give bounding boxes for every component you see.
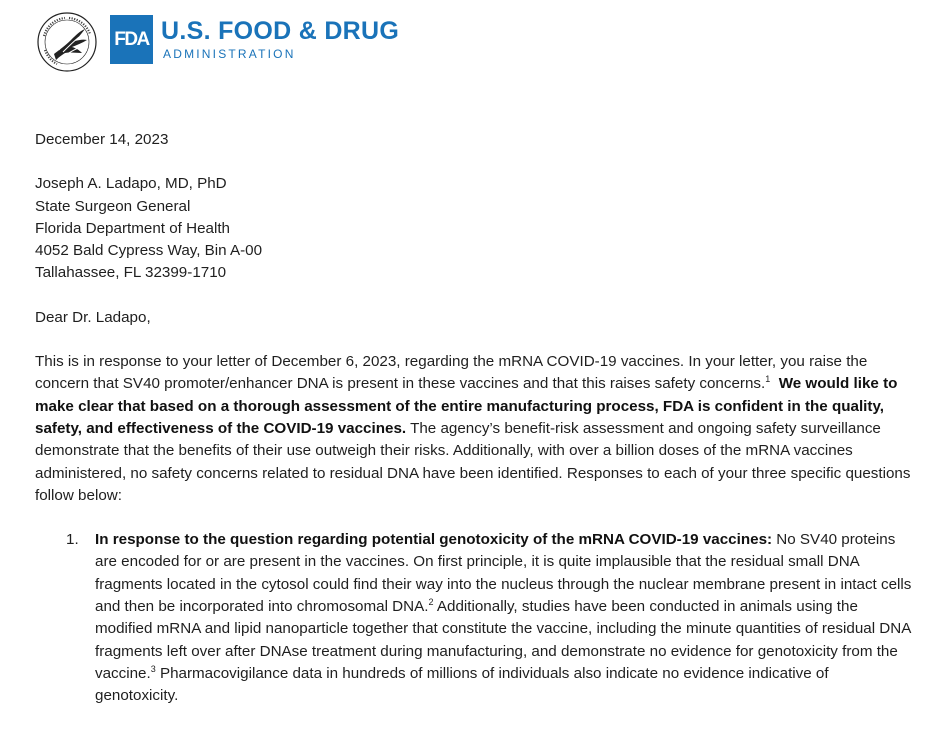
list-item-text-2: Additionally, studies have been conducted in animals using the modified mRNA and lipid nanoparticle together that constitute the vaccine, including the minute quantities of residual DNA fragments left over after DNAse treatment during manufacturing, and demonstrate no evidence for genotoxicity from the vaccine. <box>95 598 911 682</box>
recipient-address <box>35 173 915 284</box>
intro-bold-statement: We would like to make clear that based on a thorough assessment of the entire manufacturing process, FDA is confident in the quality, safety, and effectiveness of the COVID-19 vaccines. <box>35 375 898 437</box>
list-item-number: 1. <box>66 531 79 549</box>
letter-date: December 14, 2023 <box>35 131 169 148</box>
list-item <box>35 529 915 707</box>
salutation: Dear Dr. Ladapo, <box>35 308 151 326</box>
letterhead <box>35 10 455 74</box>
list-item-text-1: No SV40 proteins are encoded for or are present in the vaccines. On first principle, it is quite implausible that the residual small DNA fragments located in the cytosol could find their way into the nucleus through the nuclear membrane present in intact cells and then be incorporated into chromosomal DNA. <box>95 531 912 616</box>
agency-name: U.S. FOOD & DRUG <box>161 17 400 45</box>
recipient-city: Tallahassee, FL 32399-1710 <box>35 264 227 282</box>
intro-text-2: The agency’s benefit-risk assessment and ongoing safety surveillance demonstrate that the benefits of their use outweigh their risks. Additionally, with over a billion doses of the mRNA vaccines administered, no safety concerns related to residual DNA have been identified. Responses to each of your three specific questions follow below: <box>35 419 911 504</box>
response-list <box>35 529 915 707</box>
agency-subtitle: ADMINISTRATION <box>163 47 296 61</box>
letter-body <box>35 129 915 708</box>
recipient-street: 4052 Bald Cypress Way, Bin A-00 <box>35 242 263 260</box>
list-item-heading: In response to the question regarding potential genotoxicity of the mRNA COVID-19 vaccines: <box>95 531 773 549</box>
fda-logo-box: FDA <box>110 15 153 64</box>
recipient-organization: Florida Department of Health <box>35 219 230 237</box>
footnote-ref-3: 3 <box>150 663 156 674</box>
footnote-ref-1: 1 <box>765 374 771 385</box>
list-item-text-3: Pharmacovigilance data in hundreds of millions of individuals also indicate no evidence indicative of genotoxicity. <box>95 664 829 705</box>
footnote-ref-2: 2 <box>428 597 434 608</box>
intro-text-1: This is in response to your letter of December 6, 2023, regarding the mRNA COVID-19 vaccines. In your letter, you raise the concern that SV40 promoter/enhancer DNA is present in these vaccines and that this raises safety concerns. <box>35 353 868 393</box>
recipient-title: State Surgeon General <box>35 197 191 215</box>
recipient-name: Joseph A. Ladapo, MD, PhD <box>35 175 227 193</box>
intro-paragraph <box>35 351 915 507</box>
hhs-eagle-seal-icon <box>35 10 99 74</box>
